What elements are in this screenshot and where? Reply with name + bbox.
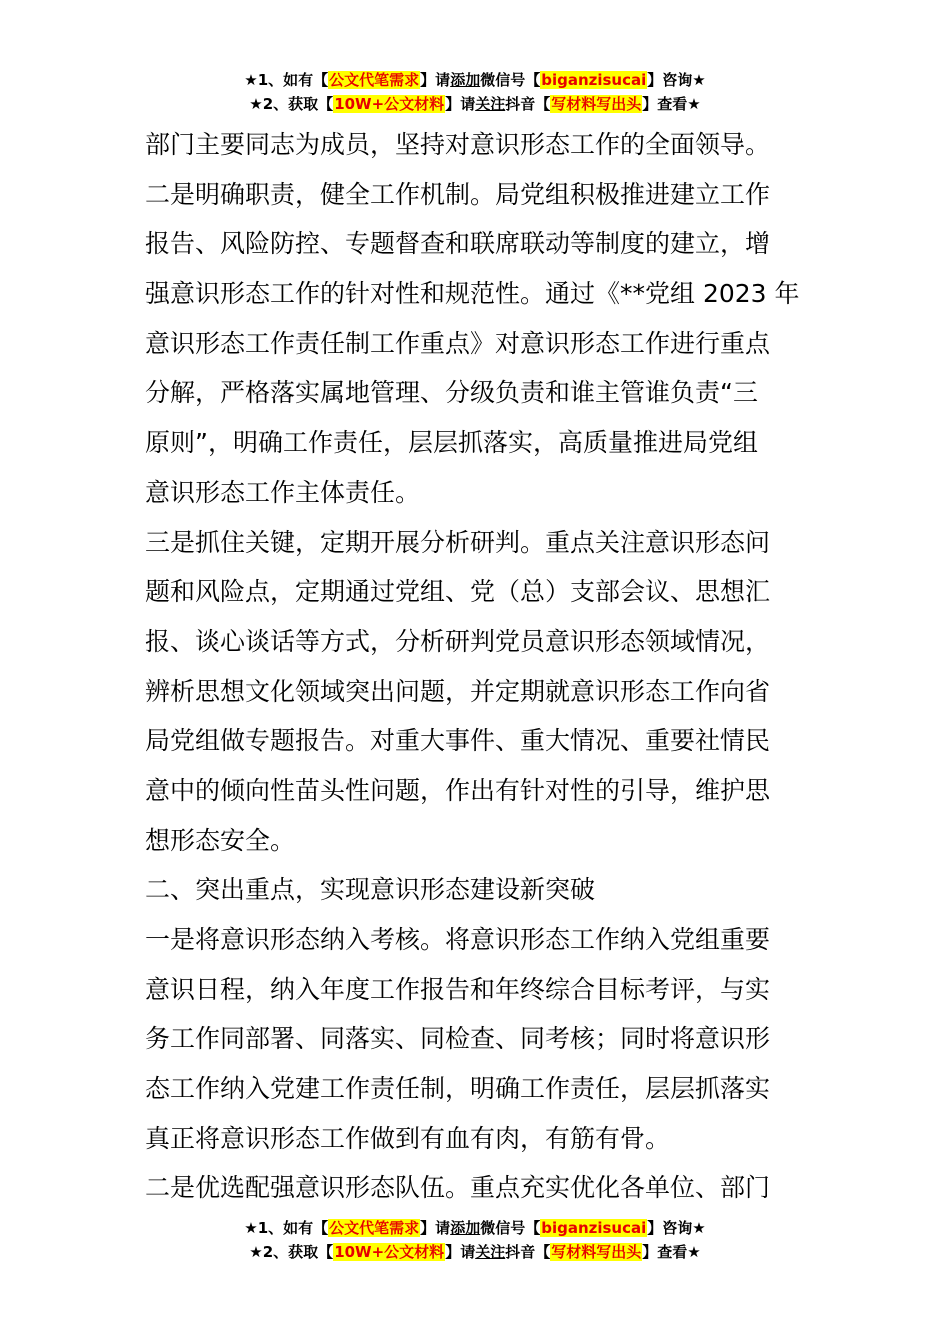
banner-text: 】请 bbox=[445, 95, 476, 113]
banner-text: 抖音【 bbox=[505, 1243, 551, 1261]
body-line: 部门主要同志为成员，坚持对意识形态工作的全面领导。 bbox=[145, 130, 771, 159]
header-banner bbox=[0, 68, 950, 116]
body-line: 二是明确职责，健全工作机制。局党组积极推进建立工作 bbox=[145, 179, 771, 209]
highlight-materials: 10W+公文材料 bbox=[334, 1243, 445, 1261]
body-line: 想形态安全。 bbox=[145, 825, 296, 855]
banner-underlined: 关注 bbox=[475, 95, 506, 113]
banner-text: ★1、如有【 bbox=[244, 1219, 329, 1237]
banner-line-1 bbox=[0, 68, 950, 92]
body-line: 强意识形态工作的针对性和规范性。通过《**党组 2023 年 bbox=[145, 279, 800, 309]
body-line: 一是将意识形态纳入考核。将意识形态工作纳入党组重要 bbox=[145, 925, 771, 954]
body-line: 真正将意识形态工作做到有血有肉，有筋有骨。 bbox=[145, 1123, 671, 1153]
banner-underlined: 添加 bbox=[450, 1219, 481, 1237]
banner-underlined: 关注 bbox=[475, 1243, 506, 1261]
banner-text: 】请 bbox=[420, 71, 451, 89]
body-line: 意识形态工作主体责任。 bbox=[145, 477, 421, 507]
body-line: 局党组做专题报告。对重大事件、重大情况、重要社情民 bbox=[145, 726, 771, 756]
banner-line-1 bbox=[0, 1216, 950, 1240]
highlight-douyin-account: 写材料写出头 bbox=[551, 1243, 642, 1261]
banner-line-2 bbox=[0, 92, 950, 116]
document-body bbox=[145, 120, 810, 1213]
banner-text: 微信号【 bbox=[480, 1219, 541, 1237]
body-line: 意识日程，纳入年度工作报告和年终综合目标考评，与实 bbox=[145, 974, 771, 1004]
banner-text: 】咨询★ bbox=[647, 1219, 706, 1237]
highlight-materials: 10W+公文材料 bbox=[334, 95, 445, 113]
highlight-wechat-id: biganzisucai bbox=[541, 71, 647, 89]
highlight-douyin-account: 写材料写出头 bbox=[551, 95, 642, 113]
body-line: 务工作同部署、同落实、同检查、同考核；同时将意识形 bbox=[145, 1024, 771, 1054]
body-line: 报告、风险防控、专题督查和联席联动等制度的建立，增 bbox=[145, 229, 771, 259]
highlight-service: 公文代笔需求 bbox=[329, 71, 420, 89]
body-line: 意中的倾向性苗头性问题，作出有针对性的引导，维护思 bbox=[145, 775, 771, 805]
banner-underlined: 添加 bbox=[450, 71, 481, 89]
banner-text: ★2、获取【 bbox=[249, 95, 334, 113]
body-line: 原则”，明确工作责任，层层抓落实，高质量推进局党组 bbox=[145, 428, 758, 458]
body-line: 分解，严格落实属地管理、分级负责和谁主管谁负责“三 bbox=[145, 378, 758, 408]
banner-text: ★1、如有【 bbox=[244, 71, 329, 89]
banner-text: 】查看★ bbox=[642, 95, 701, 113]
body-line: 二是优选配强意识形态队伍。重点充实优化各单位、部门 bbox=[145, 1173, 771, 1203]
highlight-wechat-id: biganzisucai bbox=[541, 1219, 647, 1237]
body-line: 报、谈心谈话等方式，分析研判党员意识形态领域情况， bbox=[145, 626, 771, 656]
body-line: 意识形态工作责任制工作重点》对意识形态工作进行重点 bbox=[145, 328, 771, 358]
banner-text: 】查看★ bbox=[642, 1243, 701, 1261]
banner-line-2 bbox=[0, 1240, 950, 1264]
banner-text: ★2、获取【 bbox=[249, 1243, 334, 1261]
body-line: 态工作纳入党建工作责任制，明确工作责任，层层抓落实 bbox=[145, 1074, 771, 1104]
footer-banner bbox=[0, 1216, 950, 1264]
body-line: 辨析思想文化领域突出问题，并定期就意识形态工作向省 bbox=[145, 676, 771, 706]
banner-text: 】请 bbox=[445, 1243, 476, 1261]
body-line: 三是抓住关键，定期开展分析研判。重点关注意识形态问 bbox=[145, 527, 771, 557]
banner-text: 微信号【 bbox=[480, 71, 541, 89]
banner-text: 抖音【 bbox=[505, 95, 551, 113]
section-heading: 二、突出重点，实现意识形态建设新突破 bbox=[145, 875, 596, 905]
body-line: 题和风险点，定期通过党组、党（总）支部会议、思想汇 bbox=[145, 577, 771, 607]
highlight-service: 公文代笔需求 bbox=[329, 1219, 420, 1237]
banner-text: 】咨询★ bbox=[647, 71, 706, 89]
banner-text: 】请 bbox=[420, 1219, 451, 1237]
